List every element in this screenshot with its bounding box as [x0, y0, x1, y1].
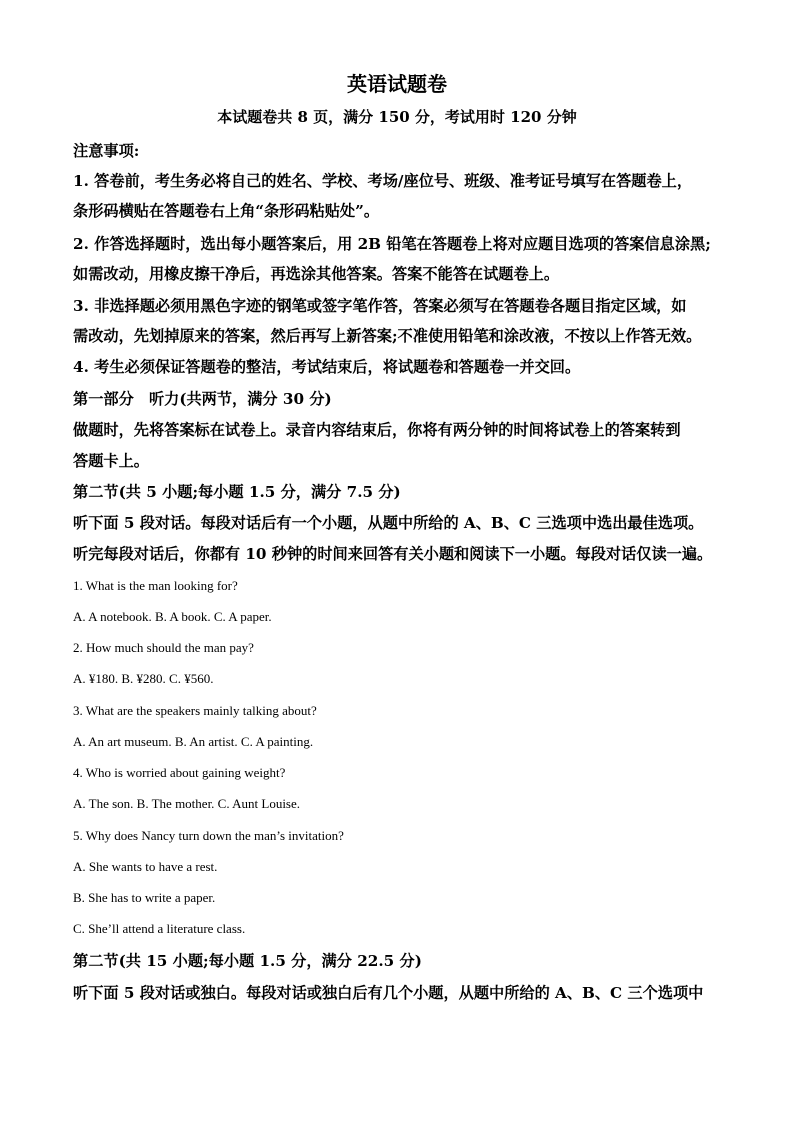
- notice-line: 2. 作答选择题时，选出每小题答案后，用 2B 铅笔在答题卷上将对应题目选项的答案信息涂黑;: [73, 235, 711, 253]
- question-2-options: A. ¥180. B. ¥280. C. ¥560.: [73, 671, 214, 686]
- part1-instruction: 做题时，先将答案标在试卷上。录音内容结束后，你将有两分钟的时间将试卷上的答案转到: [73, 421, 681, 439]
- question-5-option-c: C. She’ll attend a literature class.: [73, 921, 246, 936]
- notice-line: 4. 考生必须保证答题卷的整洁，考试结束后，将试题卷和答题卷一并交回。: [73, 358, 581, 376]
- question-4-options: A. The son. B. The mother. C. Aunt Louise.: [73, 796, 301, 811]
- section2-heading: 第二节(共 15 小题;每小题 1.5 分，满分 22.5 分): [73, 952, 422, 970]
- question-1-options: A. A notebook. B. A book. C. A paper.: [73, 609, 272, 624]
- notice-line: 需改动，先划掉原来的答案，然后再写上新答案;不准使用铅笔和涂改液，不按以上作答无效。: [73, 327, 702, 345]
- question-3: 3. What are the speakers mainly talking about?: [73, 703, 317, 718]
- question-5: 5. Why does Nancy turn down the man’s invitation?: [73, 828, 344, 843]
- part1-instruction: 答题卡上。: [73, 452, 149, 470]
- question-5-option-a: A. She wants to have a rest.: [73, 859, 218, 874]
- notice-heading: 注意事项:: [73, 142, 140, 160]
- section1-instruction: 听完每段对话后，你都有 10 秒钟的时间来回答有关小题和阅读下一小题。每段对话仅读一遍。: [73, 545, 713, 563]
- page-title: 英语试题卷: [347, 72, 447, 96]
- question-2: 2. How much should the man pay?: [73, 640, 254, 655]
- part1-heading: 第一部分 听力(共两节，满分 30 分): [73, 390, 332, 408]
- section2-instruction: 听下面 5 段对话或独白。每段对话或独白后有几个小题，从题中所给的 A、B、C 三个选项中: [73, 984, 704, 1002]
- notice-line: 条形码横贴在答题卷右上角“条形码粘贴处”。: [73, 202, 380, 220]
- question-3-options: A. An art museum. B. An artist. C. A painting.: [73, 734, 314, 749]
- section1-instruction: 听下面 5 段对话。每段对话后有一个小题，从题中所给的 A、B、C 三选项中选出最佳选项。: [73, 514, 704, 532]
- section1-heading: 第二节(共 5 小题;每小题 1.5 分，满分 7.5 分): [73, 483, 401, 501]
- notice-line: 如需改动，用橡皮擦干净后，再选涂其他答案。答案不能答在试题卷上。: [73, 265, 559, 283]
- notice-line: 1. 答卷前，考生务必将自己的姓名、学校、考场/座位号、班级、准考证号填写在答题卷上，: [73, 172, 693, 190]
- page-subtitle: 本试题卷共 8 页，满分 150 分，考试用时 120 分钟: [217, 108, 577, 126]
- question-4: 4. Who is worried about gaining weight?: [73, 765, 286, 780]
- question-5-option-b: B. She has to write a paper.: [73, 890, 216, 905]
- question-1: 1. What is the man looking for?: [73, 578, 238, 593]
- notice-line: 3. 非选择题必须用黑色字迹的钢笔或签字笔作答，答案必须写在答题卷各题目指定区域，如: [73, 297, 687, 315]
